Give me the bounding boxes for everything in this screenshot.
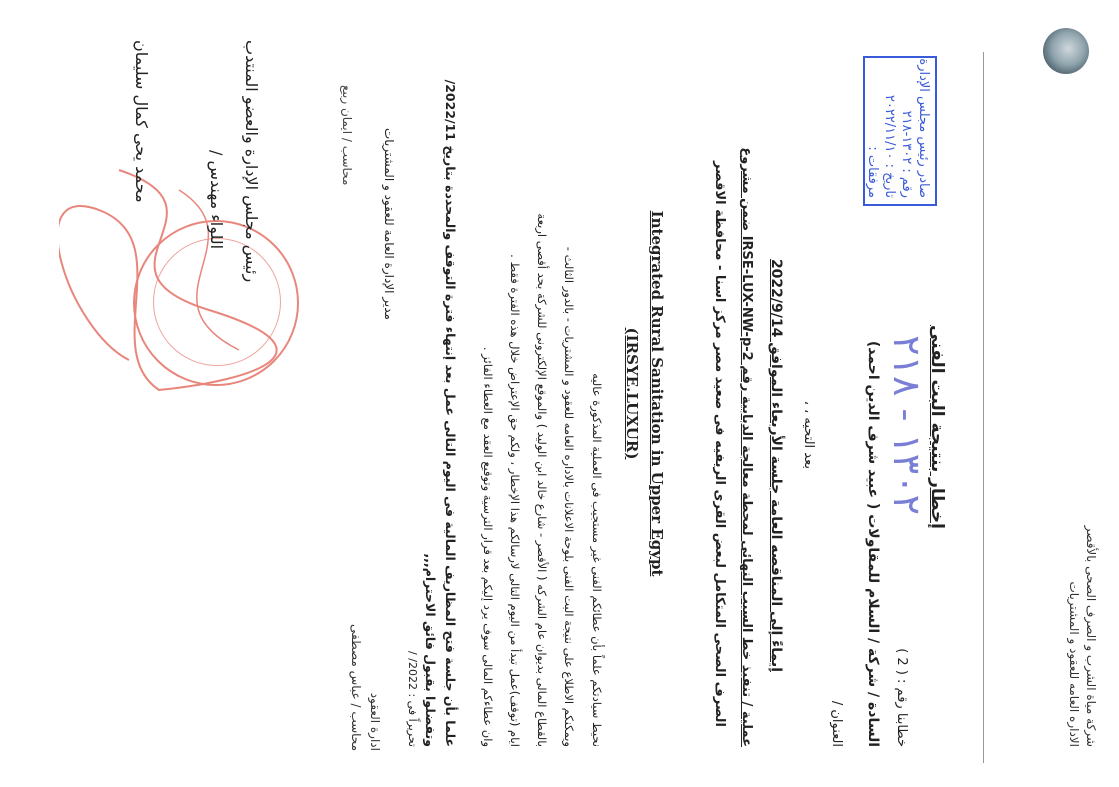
chairman-rank: اللواء مهندس / [207, 150, 226, 250]
greeting: بعد التحيه ، ، [801, 400, 816, 469]
stamp-line: رقم : ١٣٠٢-٢١٨ [899, 110, 914, 198]
stamp-line: تاريخ : ٢٠٢٢/١١/١٠ [882, 94, 897, 198]
body-paragraph: ويمكنكم الاطلاع على نتيجة البت الفنى بلوحة الاعلانات بالاداره العامه للعقود و المشتريات - بالدور الثالث - [562, 246, 576, 747]
operation-text: عملية / تنفيذ خط السيب النهائى لمحطة معالجة الدبابية رقم IRSE-LUX-NW-p-2 ضمن مشروع [739, 147, 754, 747]
company-name: شركة مياة الشرب و الصرف الصحى بالأقصر [1084, 525, 1098, 747]
handwritten-signature [59, 150, 299, 410]
address-label: العنوان / [829, 700, 844, 747]
addressee: السادة / شركة / السلام للمقاولات ( عبيد شرف الدين احمد) [865, 340, 881, 747]
opening-note: علما بأن جلسة فتح المظاريف المالية فى اليوم التالى عمل بعد إنتهاء فترة التوقف والمحددة بتاريخ 2022/11/ [443, 79, 458, 747]
stamp-line: صادر رئيس مجلس الإدارة [916, 58, 931, 198]
body-paragraph: بالقطاع المالى بديوان عام الشركه ( الأقصر - شارع خالد ابن الوليد ) والموقع الإلكترونى للشركة بحد أقصى اربعة [535, 213, 549, 747]
closing-courtesy: وتفضلوا بقبول فائق الاحترام,,, [423, 553, 438, 747]
operation-line [739, 147, 754, 747]
letter-reference: خطابنا رقم : ( 2 ) [894, 648, 909, 747]
body-paragraph: ايام (توقف)عمل تبدأ من اليوم التالى لارسالكم هذا الإخطار ، ولكم حق الإعتراض خلال هذه الفترة فقط . [508, 254, 522, 747]
contracts-dept-signature [346, 601, 384, 751]
contracts-director-title: مدير الإدارة العامة للعقود و المشتريات [382, 128, 396, 320]
contracts-dept-label: ادارة العقود [368, 692, 382, 751]
tender-reference [768, 259, 784, 672]
project-line: الصرف الصحى المتكامل لبعض القرى الريفيه فى صعيد مصر مركز اسنا - محافظة الاقصر [712, 161, 727, 727]
contracts-director-block [380, 60, 397, 320]
contracts-director-name: محاسب / ايمان ربيع [340, 85, 354, 186]
company-logo-icon [1043, 28, 1089, 74]
header-divider [983, 52, 984, 763]
chairman-title: رئيس مجلس الإدارة والعضو المنتدب [242, 40, 261, 283]
english-title: Integrated Rural Sanitation in Upper Egypt [648, 210, 666, 577]
draft-date: تحريراً فى : 2022/ / [406, 651, 419, 747]
english-code: (IRSYE.LUXUR) [623, 327, 641, 460]
notice-title: إخطار بنتيجة البت الفنى [927, 324, 947, 529]
stamp-line: مرفقات : [865, 146, 880, 198]
contracts-dept-signer: محاسب / عباس مصطفى [349, 624, 363, 751]
tender-reference-text: إيماءً إلى المناقصه العامة جلسة الأربعاء الموافق 2022/9/14 [768, 258, 784, 672]
company-header [1065, 447, 1099, 747]
department-name: الاداره العامه للعقود و المشتريات [1067, 581, 1081, 747]
handwritten-number: ١٣٠٢ - ٢١٨ [885, 335, 929, 515]
body-paragraph: نحيط سيادتكم علماً بأن عطائكم الفنى غير مستجيب فى العملية المذكورة عاليه [590, 373, 604, 747]
body-paragraph: وان عطاءكم المالى سوف يرد إليكم بعد قرار الترسية وتوقيع العقد مع العطاء الفائز . [481, 346, 495, 747]
chairman-name: محمد يحى كمال سليمان [132, 40, 151, 203]
outgoing-stamp [863, 56, 937, 206]
